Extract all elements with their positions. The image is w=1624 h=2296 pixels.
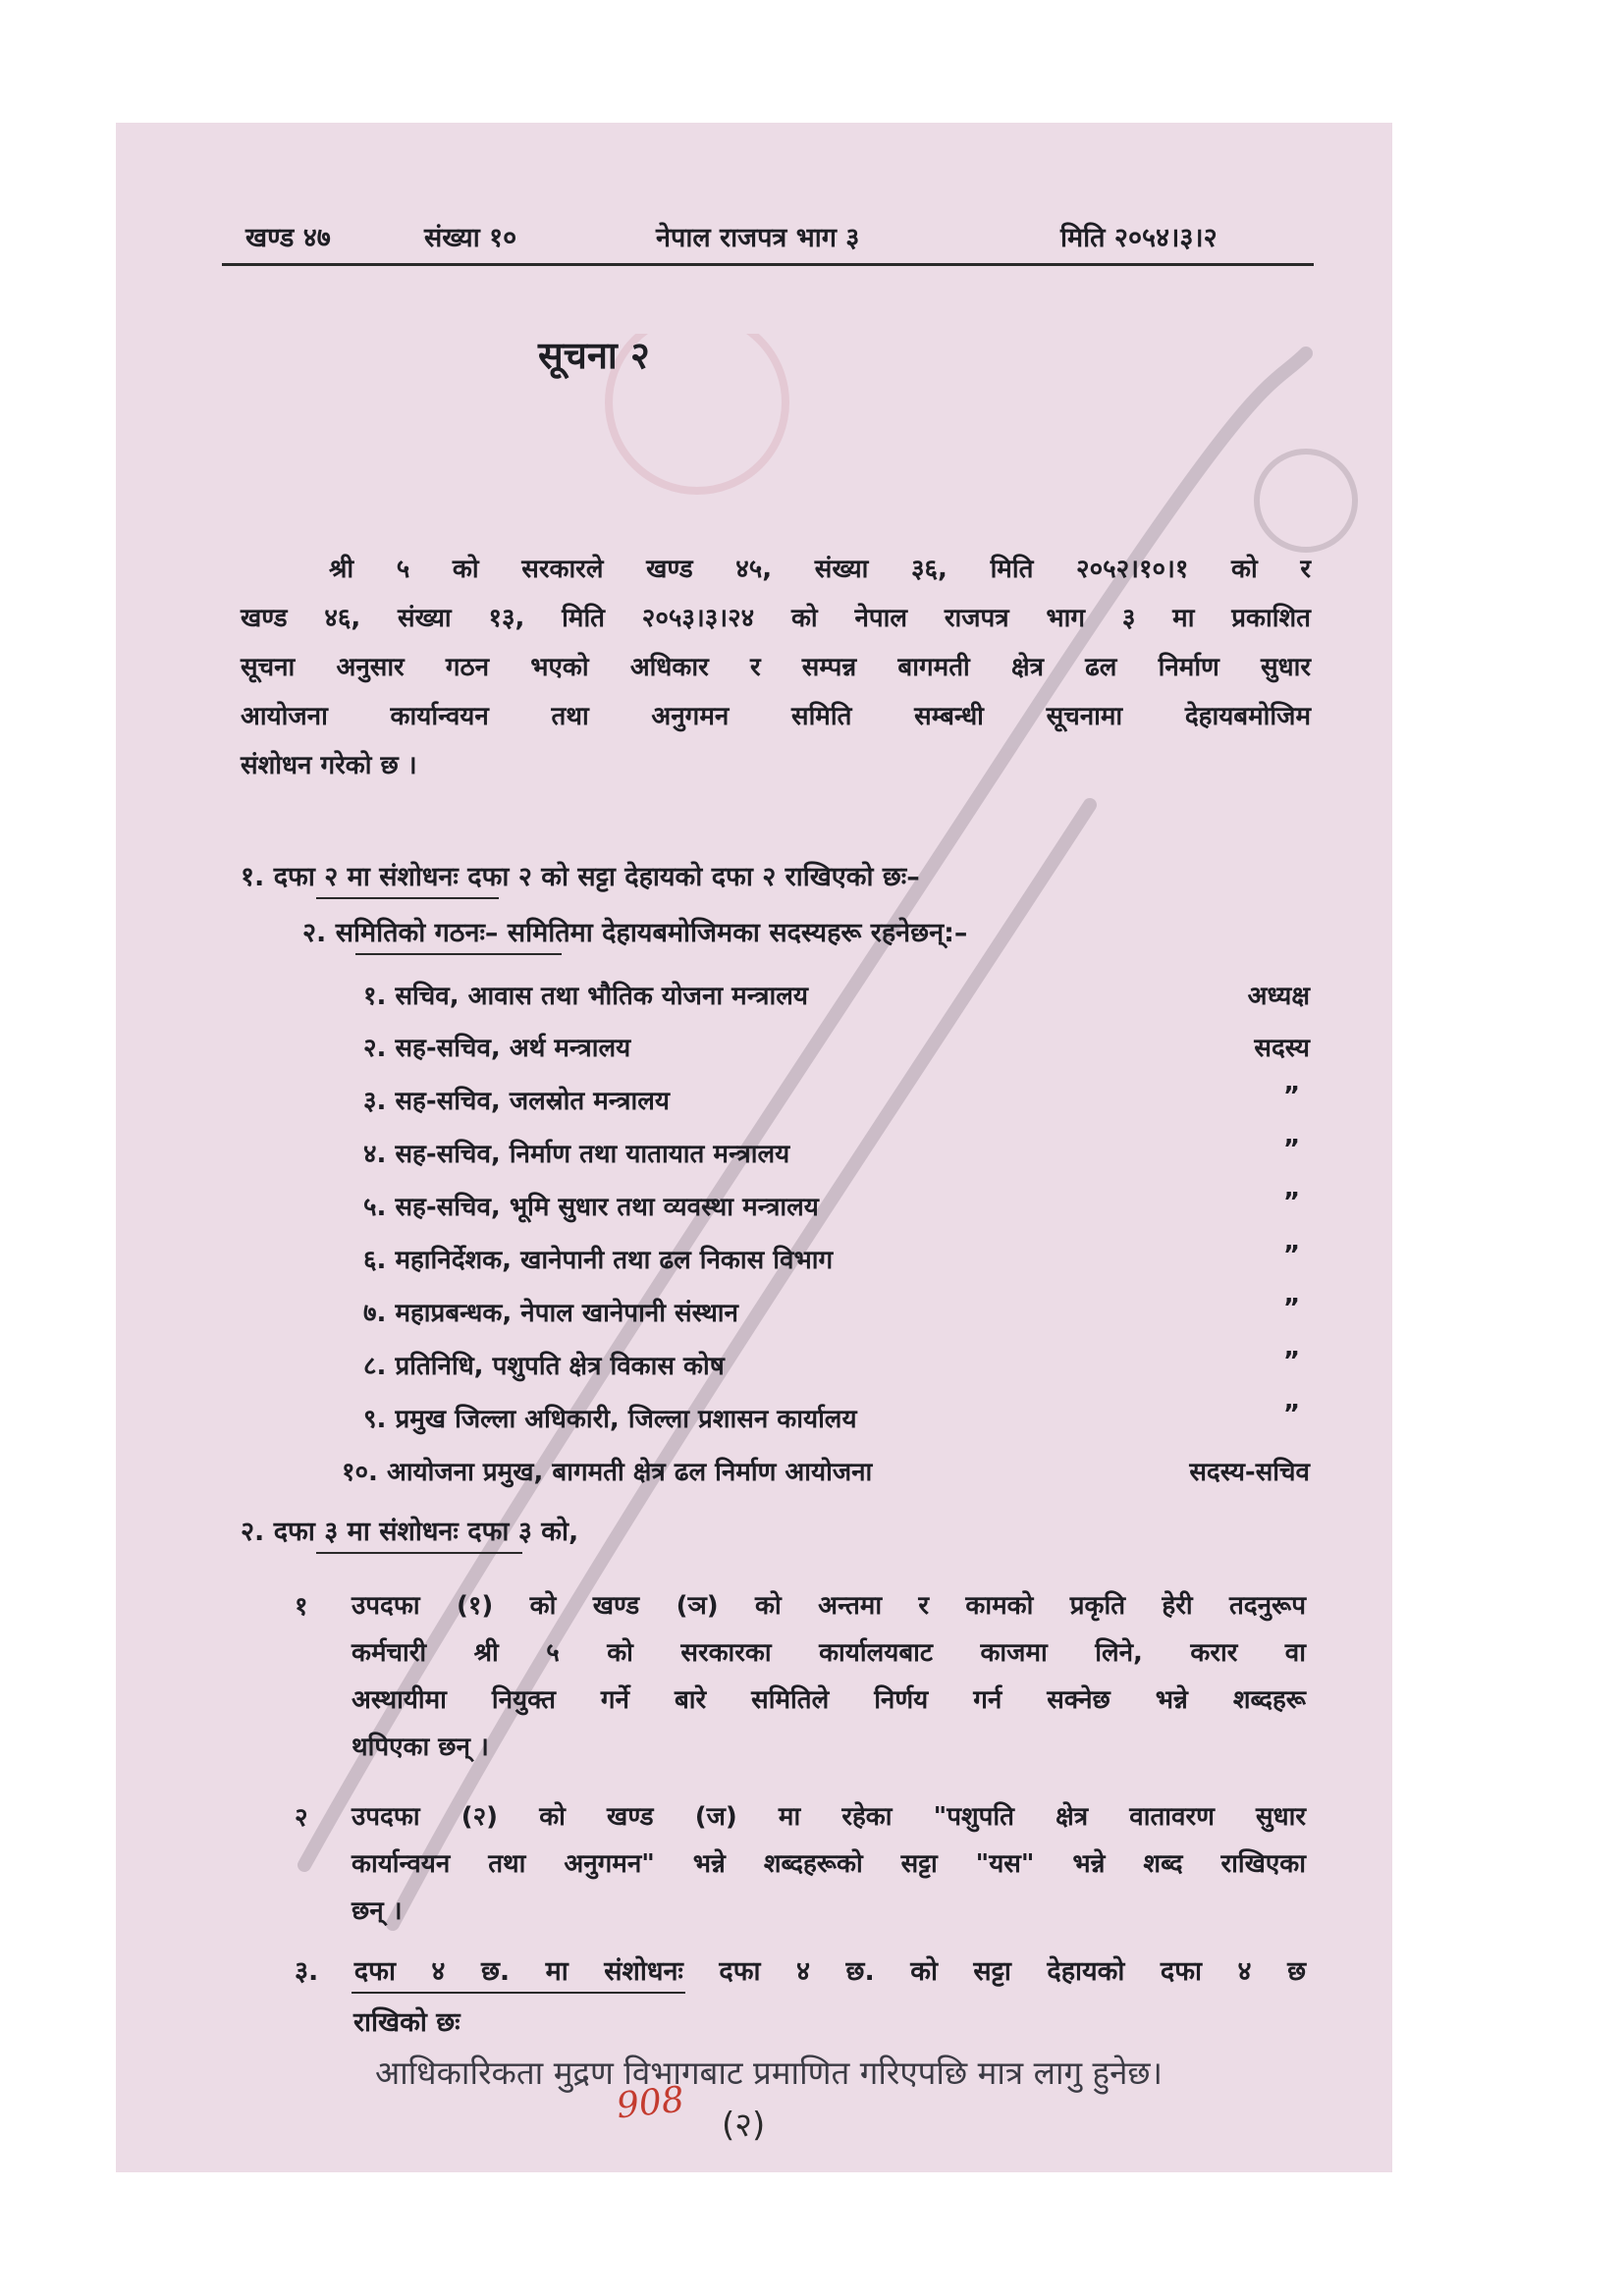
page-number: (२) [722,2106,766,2145]
section3-underline [352,1992,685,1994]
section1-heading: १. दफा २ मा संशोधनः दफा २ को सट्टा देहायको दफा २ राखिएको छः– [241,862,920,892]
clause-line: कार्यान्वयन तथा अनुगमन" भन्ने शब्दहरूको सट्टा "यस" भन्ने शब्द राखिएका [352,1849,1306,1879]
member-role: ” [1282,1188,1300,1217]
notice-title: सूचना २ [538,334,650,377]
intro-line: सूचना अनुसार गठन भएको अधिकार र सम्पन्न बागमती क्षेत्र ढल निर्माण सुधार [241,653,1311,682]
member-role: अध्यक्ष [1247,982,1310,1011]
member-role: ” [1282,1082,1300,1111]
issue-number: संख्या १० [424,223,517,253]
clause-line: उपदफा (२) को खण्ड (ज) मा रहेका "पशुपति क्षेत्र वातावरण सुधार [352,1802,1306,1832]
clause-text [352,1793,1306,1935]
member-item: २. सह-सचिव, अर्थ मन्त्रालय [363,1034,631,1063]
header-rule [222,263,1314,266]
clause-number: १ [295,1592,308,1622]
clause-number: २ [295,1803,308,1833]
section3-heading: ३. दफा ४ छ. मा संशोधनः दफा ४ छ. को सट्टा देहायको दफा ४ छ [295,1956,1306,1987]
section2-underline [316,1552,522,1554]
subheading-underline [355,953,562,955]
section2-heading: २. दफा ३ मा संशोधनः दफा ३ को, [241,1517,579,1547]
member-item: १. सचिव, आवास तथा भौतिक योजना मन्त्रालय [363,982,808,1011]
member-item: ३. सह-सचिव, जलस्रोत मन्त्रालय [363,1087,670,1116]
clause-line: थपिएका छन् । [352,1733,489,1762]
intro-line: आयोजना कार्यान्वयन तथा अनुगमन समिति सम्बन्धी सूचनामा देहायबमोजिम [241,702,1311,731]
member-item: ६. महानिर्देशक, खानेपानी तथा ढल निकास विभाग [363,1246,834,1275]
authenticity-notice: आधिकारिकता मुद्रण विभागबाट प्रमाणित गरिएपछि मात्र लागु हुनेछ। [375,2054,1164,2092]
member-item: १०. आयोजना प्रमुख, बागमती क्षेत्र ढल निर्माण आयोजना [342,1458,873,1487]
clause-line: उपदफा (१) को खण्ड (ञ) को अन्तमा र कामको प्रकृति हेरी तदनुरूप [352,1591,1306,1621]
intro-paragraph [241,545,1311,790]
clause-text [352,1582,1306,1771]
section1-subheading: २. समितिको गठनः– समितिमा देहायबमोजिमका सदस्यहरू रहनेछन्:– [302,918,968,948]
section1-underline [316,897,499,899]
member-role: ” [1282,1135,1300,1164]
member-item: ८. प्रतिनिधि, पशुपति क्षेत्र विकास कोष [363,1352,725,1381]
volume-label: खण्ड ४७ [245,223,331,253]
publication-title: नेपाल राजपत्र भाग ३ [656,223,860,253]
section3-continuation: राखिको छः [353,2007,460,2038]
member-role: ” [1282,1294,1300,1323]
member-role: ” [1282,1241,1300,1270]
clause-line: छन् । [352,1896,403,1926]
member-item: ७. महाप्रबन्धक, नेपाल खानेपानी संस्थान [363,1299,738,1328]
member-role: सदस्य [1254,1034,1310,1063]
member-role: ” [1282,1400,1300,1429]
clause-line: कर्मचारी श्री ५ को सरकारका कार्यालयबाट काजमा लिने, करार वा [352,1638,1306,1668]
intro-line: खण्ड ४६, संख्या १३, मिति २०५३।३।२४ को नेपाल राजपत्र भाग ३ मा प्रकाशित [241,604,1311,633]
intro-line: श्री ५ को सरकारले खण्ड ४५, संख्या ३६, मिति २०५२।१०।१ को र [329,555,1311,584]
clause-line: अस्थायीमा नियुक्त गर्ने बारे समितिले निर्णय गर्न सक्नेछ भन्ने शब्दहरू [352,1685,1306,1715]
publication-date: मिति २०५४।३।२ [1060,223,1218,253]
member-role: सदस्य-सचिव [1189,1458,1310,1487]
handwritten-page-number: 908 [615,2079,686,2127]
member-item: ४. सह-सचिव, निर्माण तथा यातायात मन्त्रालय [363,1140,790,1169]
member-item: ५. सह-सचिव, भूमि सुधार तथा व्यवस्था मन्त्रालय [363,1193,819,1222]
intro-line: संशोधन गरेको छ । [241,751,417,780]
member-role: ” [1282,1347,1300,1376]
member-item: ९. प्रमुख जिल्ला अधिकारी, जिल्ला प्रशासन कार्यालय [363,1405,857,1434]
